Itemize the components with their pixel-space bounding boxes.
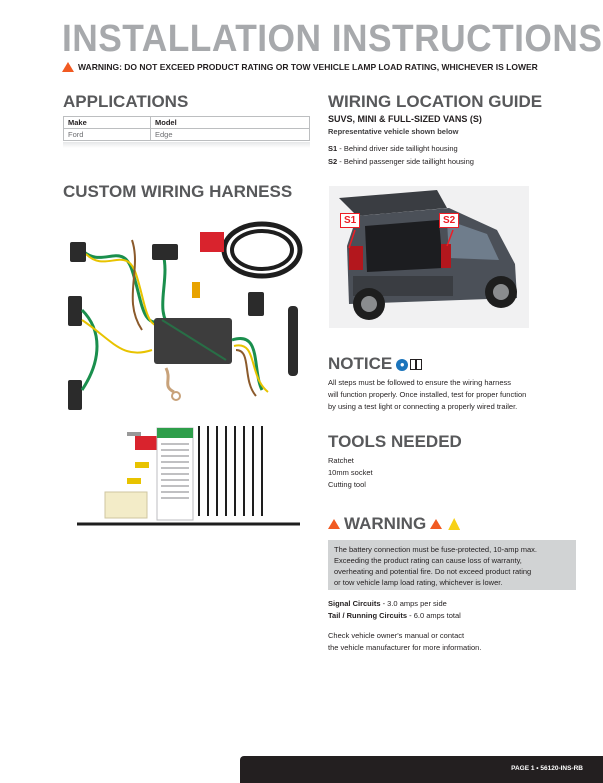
table-header-row <box>64 117 310 129</box>
contact-info <box>328 630 481 654</box>
connector-icon <box>68 296 82 326</box>
warning-line: or tow vehicle lamp load rating, whichever is lower. <box>334 578 503 587</box>
wiring-subheading: SUVS, MINI & FULL-SIZED VANS (S) <box>328 114 482 124</box>
mounting-clip <box>288 306 298 376</box>
notice-text <box>328 377 526 413</box>
notice-line: will function properly. Once installed, test for proper function <box>328 390 527 399</box>
tool-item: 10mm socket <box>328 468 373 477</box>
location-code: S1 <box>328 144 338 153</box>
connector-icon <box>70 242 86 262</box>
warning-triangle-icon <box>328 519 340 529</box>
harness-heading: CUSTOM WIRING HARNESS <box>63 182 293 201</box>
circuit-ratings <box>328 598 461 622</box>
location-text: - Behind passenger side taillight housing <box>337 157 474 166</box>
location-s2 <box>328 157 474 166</box>
tools-list <box>328 455 373 491</box>
page-number: PAGE 1 • 56120-INS-RB <box>511 765 583 772</box>
column-header-make: Make <box>64 117 151 129</box>
connector-icon <box>152 244 178 260</box>
tag-s2: S2 <box>439 213 459 228</box>
warning-heading <box>328 514 460 534</box>
table-shadow <box>63 142 310 148</box>
wiring-note: Representative vehicle shown below <box>328 127 459 136</box>
tag-s1: S1 <box>340 213 360 228</box>
connector-icon <box>68 380 82 410</box>
page-title: INSTALLATION INSTRUCTIONS <box>62 18 603 60</box>
electrical-hazard-icon <box>448 518 460 530</box>
wiring-heading: WIRING LOCATION GUIDE <box>328 92 543 111</box>
location-code: S2 <box>328 157 338 166</box>
tools-heading: TOOLS NEEDED <box>328 432 462 451</box>
table-row <box>64 129 310 141</box>
contact-line: the vehicle manufacturer for more information. <box>328 643 482 652</box>
applications-table <box>63 116 310 141</box>
fuse-holder <box>200 232 224 252</box>
info-icon: ● <box>396 359 408 371</box>
circuit-rating <box>328 610 461 622</box>
suv-image <box>329 186 529 328</box>
contact-line: Check vehicle owner's manual or contact <box>328 631 465 640</box>
location-text: - Behind driver side taillight housing <box>337 144 458 153</box>
warning-line: overheating and potential fire. Do not exceed product rating <box>334 567 532 576</box>
warning-box <box>328 540 576 590</box>
circuit-value: - 6.0 amps total <box>407 611 461 620</box>
cell-make: Ford <box>64 129 151 141</box>
location-s1 <box>328 144 458 153</box>
manual-icon <box>410 359 422 370</box>
applications-heading: APPLICATIONS <box>63 92 189 111</box>
notice-title: NOTICE <box>328 354 393 373</box>
vehicle-photo <box>329 186 529 328</box>
warning-triangle-icon <box>62 62 74 72</box>
cell-model: Edge <box>151 129 310 141</box>
warning-triangle-icon <box>430 519 442 529</box>
connector-icon <box>248 292 264 316</box>
header-warning-text: WARNING: DO NOT EXCEED PRODUCT RATING OR TOW VEHICLE LAMP LOAD RATING, WHICHEVER IS LOWER <box>78 62 538 72</box>
circuit-label: Signal Circuits <box>328 599 381 608</box>
harness-illustration <box>62 210 312 415</box>
warning-title: WARNING <box>344 514 427 533</box>
parts-kit-illustration <box>75 420 310 535</box>
notice-heading <box>328 354 422 374</box>
warning-line: Exceeding the product rating can cause loss of warranty, <box>334 556 522 565</box>
notice-line: by using a test light or connecting a properly wired trailer. <box>328 402 518 411</box>
column-header-model: Model <box>151 117 310 129</box>
header-warning <box>62 62 538 72</box>
tool-item: Ratchet <box>328 456 354 465</box>
warning-line: The battery connection must be fuse-protected, 10-amp max. <box>334 545 538 554</box>
tool-item: Cutting tool <box>328 480 366 489</box>
circuit-label: Tail / Running Circuits <box>328 611 408 620</box>
circuit-rating <box>328 598 461 610</box>
circuit-value: - 3.0 amps per side <box>380 599 447 608</box>
notice-line: All steps must be followed to ensure the wiring harness <box>328 378 512 387</box>
